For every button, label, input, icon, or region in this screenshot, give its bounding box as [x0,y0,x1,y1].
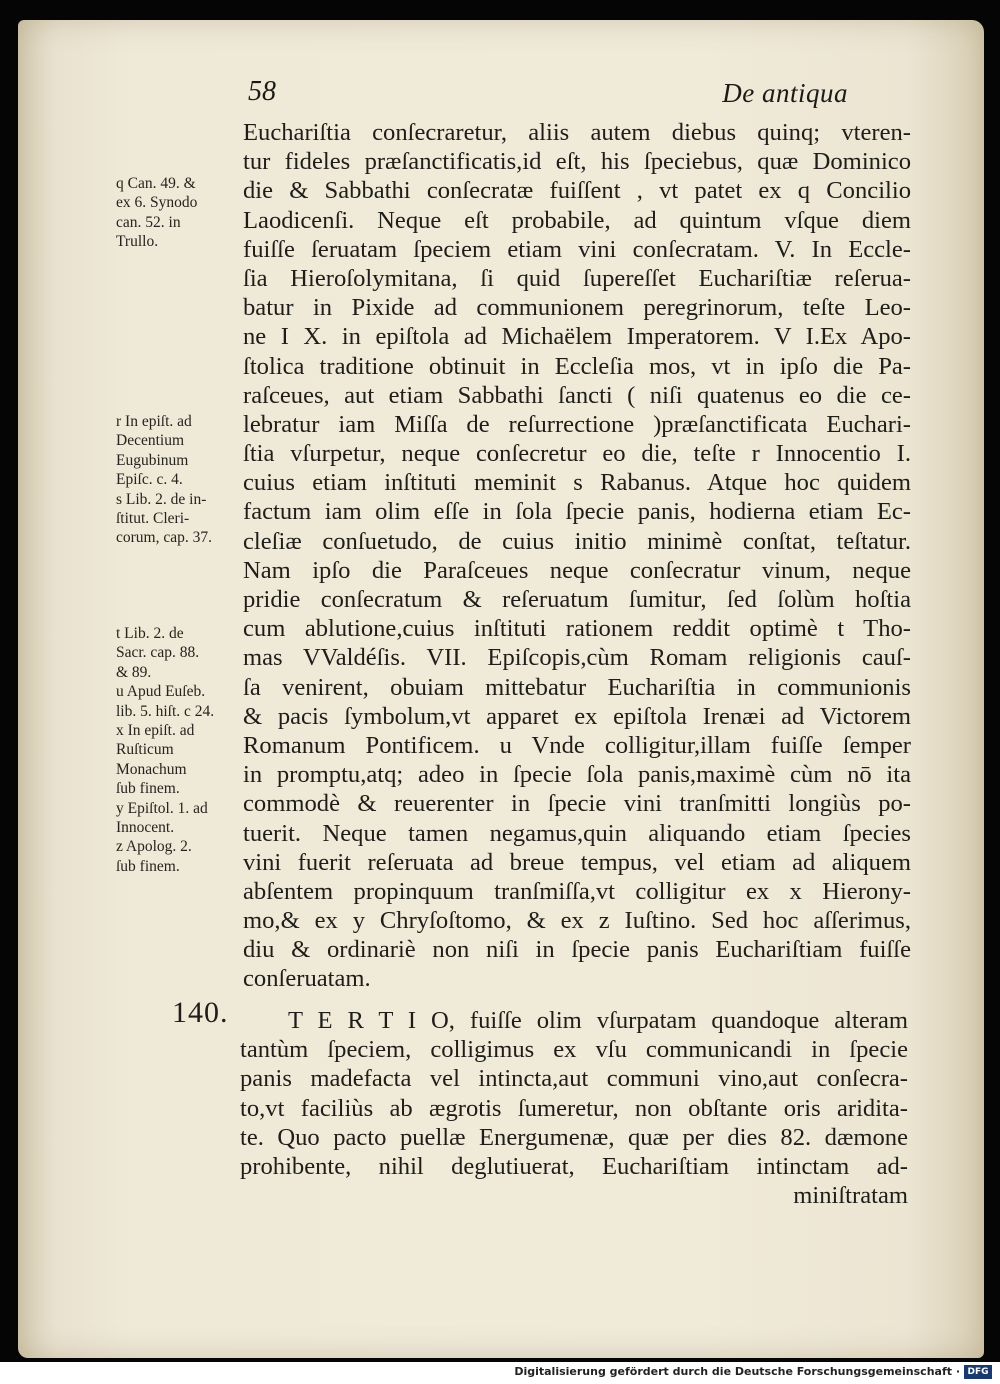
text-line: tantùm ſpeciem, colligimus ex vſu communicandi in ſpecie [240,1036,908,1064]
text-line: tur fideles præſanctificatis,id eſt, his ſpeciebus, quæ Dominico [243,148,911,176]
main-text-block [243,118,911,994]
margin-note-line: s Lib. 2. de in- [116,490,207,508]
text-line: Euchariſtia conſecraretur, aliis autem diebus quinq; vteren- [243,119,911,146]
margin-note-line: lib. 5. hiſt. c 24. [116,702,215,720]
catchword: miniſtratam [793,1182,908,1210]
text-line: te. Quo pacto puellæ Energumenæ, quæ per dies 82. dæmone [240,1123,908,1151]
text-line: cum ablutione,cuius inſtituti rationem reddit optimè t Tho- [243,615,911,643]
text-line: T E R T I O, fuiſſe olim vſurpatam quandoque alteram [288,1007,908,1034]
text-line: cleſiæ conſuetudo, de cuius initio minimè conſtat, teſtatur. [243,527,911,555]
margin-note-line: y Epiſtol. 1. ad [116,799,208,817]
margin-note-line: corum, cap. 37. [116,529,212,547]
margin-note-line: Trullo. [116,233,159,251]
margin-note-line: x In epiſt. ad [116,722,195,740]
margin-note-q [116,174,240,252]
margin-note-line: u Apud Euſeb. [116,683,206,701]
margin-note-rs [116,412,240,548]
margin-note-line: Ruſticum [116,741,174,759]
text-line: fuiſſe ſeruatam ſpeciem etiam vini conſecratam. V. In Eccle- [243,235,911,263]
text-line: & pacis ſymbolum,vt apparet ex epiſtola Irenæi ad Victorem [243,702,911,730]
margin-note-line: Sacr. cap. 88. [116,644,200,662]
margin-note-line: t Lib. 2. de [116,625,184,642]
text-line: Nam ipſo die Paraſceues neque conſecratur vinum, neque [243,556,911,584]
margin-note-line: can. 52. in [116,213,181,231]
text-line: vini fuerit reſeruata ad breue tempus, vel etiam ad aliquem [243,848,911,876]
text-line: mas VValdéſis. VII. Epiſcopis,cùm Romam religionis cauſ- [243,644,911,672]
footer [0,1362,1000,1384]
text-line: commodè & reuerenter in ſpecie vini tranſmitti longiùs po- [243,790,911,818]
text-line: conſeruatam. [243,965,371,993]
text-line: ſia Hieroſolymitana, ſi quid ſupereſſet Euchariſtiæ reſerua- [243,264,911,292]
text-line: ſtia vſurpetur, neque conſecretur eo die, teſte r Innocentio I. [243,440,911,468]
text-line: to,vt faciliùs ab ægrotis ſumeretur, non obſtante oris aridita- [240,1094,908,1122]
text-line: in promptu,atq; adeo in ſpecie ſola panis,maximè cùm nō ita [243,761,911,789]
text-line: die & Sabbathi conſecratæ fuiſſent , vt patet ex q Concilio [243,177,911,205]
section-text-block [240,1006,908,1210]
page-number: 58 [248,76,276,107]
text-line: abſentem propinquum tranſmiſſa,vt colligitur ex x Hierony- [243,877,911,905]
footer-credit: Digitalisierung gefördert durch die Deutsche Forschungsgemeinschaft · [514,1365,960,1378]
text-line: ne I X. in epiſtola ad Michaëlem Imperatorem. V I.Ex Apo- [243,323,911,351]
margin-note-line: Innocent. [116,819,175,837]
dfg-logo: DFG [964,1365,992,1379]
text-line: tuerit. Neque tamen negamus,quin aliquando etiam ſpecies [243,819,911,847]
running-title: De antiqua [722,78,848,108]
margin-note-line: & 89. [116,663,152,681]
margin-note-tz [116,624,240,876]
text-line: Laodicenſi. Neque eſt probabile, ad quintum vſque diem [243,206,911,234]
running-head [238,76,908,116]
section-number: 140. [172,996,229,1029]
text-line: Romanum Pontificem. u Vnde colligitur,illam fuiſſe ſemper [243,731,911,759]
margin-note-line: ſub finem. [116,780,180,798]
text-line: panis madefacta vel intincta,aut communi vino,aut conſecra- [240,1065,908,1093]
text-line: batur in Pixide ad communionem peregrinorum, teſte Leo- [243,294,911,322]
text-line: prohibente, nihil deglutiuerat, Euchariſtiam intinctam ad- [240,1152,908,1180]
margin-note-line: r In epiſt. ad [116,413,192,430]
text-line: pridie conſecratum & reſeruatum ſumitur, ſed ſolùm hoſtia [243,586,911,613]
text-line: mo,& ex y Chryſoſtomo, & ex z Iuſtino. Sed hoc aſſerimus, [243,907,911,935]
text-line: lebratur iam Miſſa de reſurrectione )præſanctificata Euchari- [243,410,911,438]
margin-note-line: ſtitut. Cleri- [116,510,190,528]
margin-note-line: Epiſc. c. 4. [116,471,183,489]
text-line: factum iam olim eſſe in ſola ſpecie panis, hodierna etiam Ec- [243,498,911,526]
text-line: cuius etiam inſtituti meminit s Rabanus. Atque hoc quidem [243,469,911,497]
text-line: ſtolica traditione obtinuit in Eccleſia mos, vt in ipſo die Pa- [243,352,911,380]
margin-note-line: Eugubinum [116,451,189,469]
margin-note-line: Monachum [116,760,187,778]
text-line: diu & ordinariè non niſi in ſpecie panis Euchariſtiam fuiſſe [243,936,911,964]
text-line: ſa venirent, obuiam mittebatur Euchariſtia in communionis [243,673,911,701]
margin-note-line: ex 6. Synodo [116,194,198,212]
text-line: raſceues, aut etiam Sabbathi ſancti ( niſi quatenus eo die ce- [243,381,911,409]
margin-note-line: q Can. 49. & [116,175,196,192]
margin-note-line: ſub finem. [116,857,180,875]
margin-note-line: z Apolog. 2. [116,838,192,856]
margin-note-line: Decentium [116,432,185,450]
